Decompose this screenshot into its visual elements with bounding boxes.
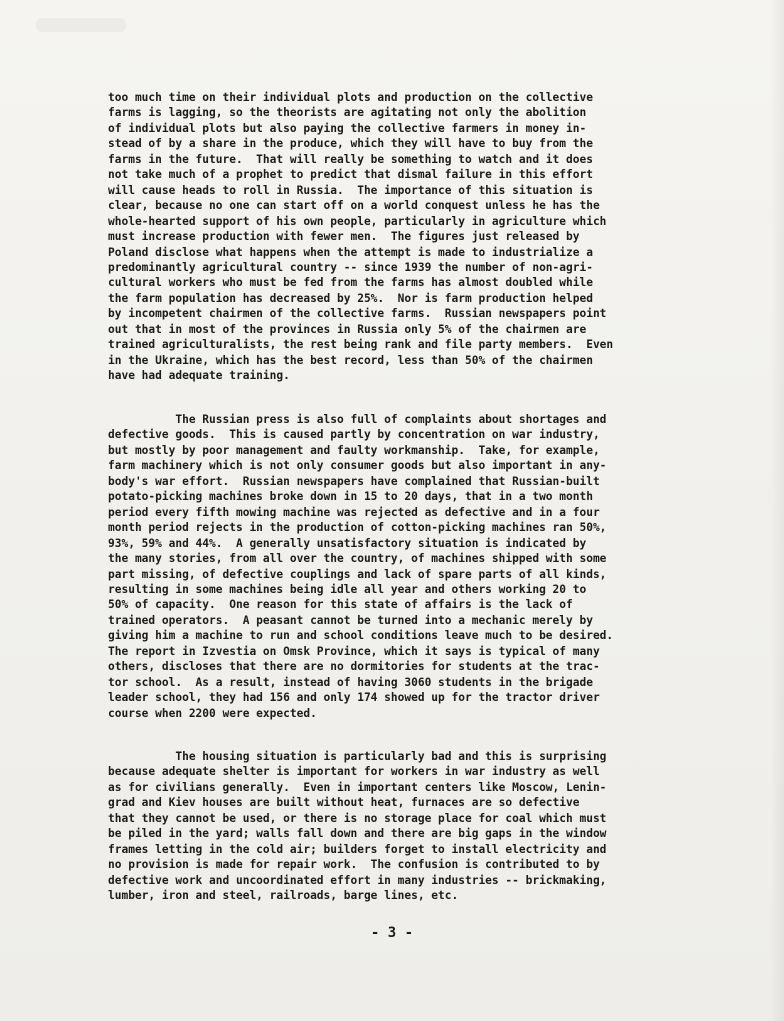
text-line: giving him a machine to run and school conditions leave much to be desired. <box>108 629 614 643</box>
text-line: The Russian press is also full of complaints about shortages and <box>108 413 607 426</box>
text-line: farms in the future. That will really be something to watch and it does <box>108 152 593 166</box>
text-line: too much time on their individual plots and production on the collective <box>108 91 593 104</box>
text-line: out that in most of the provinces in Russia only 5% of the chairmen are <box>108 322 587 336</box>
text-line: have had adequate training. <box>108 369 290 383</box>
text-line: trained operators. A peasant cannot be turned into a mechanic merely by <box>108 613 593 627</box>
text-line: defective work and uncoordinated effort in many industries -- brickmaking, <box>108 873 607 887</box>
paragraph-1 <box>108 90 692 384</box>
text-line: as for civilians generally. Even in important centers like Moscow, Lenin- <box>108 780 607 794</box>
text-line: not take much of a prophet to predict that dismal failure in this effort <box>108 168 593 182</box>
text-line: no provision is made for repair work. The confusion is contributed to by <box>108 858 600 872</box>
text-line: but mostly by poor management and faulty workmanship. Take, for example, <box>108 443 600 457</box>
text-line: frames letting in the cold air; builders forget to install electricity and <box>108 842 607 856</box>
text-line: course when 2200 were expected. <box>108 706 317 720</box>
text-line: must increase production with fewer men. The figures just released by <box>108 230 580 244</box>
text-line: farms is lagging, so the theorists are agitating not only the abolition <box>108 106 587 120</box>
text-line: The housing situation is particularly bad and this is surprising <box>108 750 607 763</box>
text-line: stead of by a share in the produce, which they will have to buy from the <box>108 137 593 151</box>
text-line: cultural workers who must be fed from the farms has almost doubled while <box>108 276 593 290</box>
text-line: of individual plots but also paying the collective farmers in money in- <box>108 121 587 135</box>
text-line: lumber, iron and steel, railroads, barge lines, etc. <box>108 889 459 903</box>
text-line: in the Ukraine, which has the best record, less than 50% of the chairmen <box>108 353 593 367</box>
text-line: Poland disclose what happens when the attempt is made to industrialize a <box>108 245 593 259</box>
text-line: potato-picking machines broke down in 15 to 20 days, that in a two month <box>108 490 593 504</box>
text-line: 50% of capacity. One reason for this state of affairs is the lack of <box>108 598 573 612</box>
text-line: clear, because no one can start off on a world conquest unless he has the <box>108 199 600 213</box>
text-line: the farm population has decreased by 25%. Nor is farm production helped <box>108 291 593 305</box>
text-line: will cause heads to roll in Russia. The importance of this situation is <box>108 183 593 197</box>
text-line: part missing, of defective couplings and lack of spare parts of all kinds, <box>108 567 607 581</box>
text-line: others, discloses that there are no dormitories for students at the trac- <box>108 660 600 674</box>
text-line: trained agriculturalists, the rest being rank and file party members. Even <box>108 338 614 352</box>
text-line: be piled in the yard; walls fall down and there are big gaps in the window <box>108 827 607 841</box>
text-line: resulting in some machines being idle all year and others working 20 to <box>108 582 587 596</box>
text-line: tor school. As a result, instead of having 3060 students in the brigade <box>108 675 593 689</box>
text-line: farm machinery which is not only consumer goods but also important in any- <box>108 459 607 473</box>
text-line: leader school, they had 156 and only 174 showed up for the tractor driver <box>108 691 600 705</box>
text-line: month period rejects in the production of cotton-picking machines ran 50%, <box>108 521 607 535</box>
text-line: the many stories, from all over the country, of machines shipped with some <box>108 552 607 566</box>
text-line: that they cannot be used, or there is no storage place for coal which must <box>108 811 607 825</box>
paragraph-2 <box>108 412 692 721</box>
text-line: whole-hearted support of his own people, particularly in agriculture which <box>108 214 607 228</box>
page-edge-shadow <box>770 0 784 1021</box>
text-line: period every fifth mowing machine was rejected as defective and in a four <box>108 505 600 519</box>
text-line: 93%, 59% and 44%. A generally unsatisfactory situation is indicated by <box>108 536 587 550</box>
text-line: body's war effort. Russian newspapers have complained that Russian-built <box>108 474 600 488</box>
text-line: because adequate shelter is important for workers in war industry as well <box>108 765 600 779</box>
paragraph-3 <box>108 749 692 904</box>
text-line: defective goods. This is caused partly by concentration on war industry, <box>108 428 600 442</box>
text-line: by incompetent chairmen of the collective farms. Russian newspapers point <box>108 307 607 321</box>
text-line: predominantly agricultural country -- since 1939 the number of non-agri- <box>108 260 593 274</box>
page-number: - 3 - <box>370 925 414 941</box>
text-line: grad and Kiev houses are built without heat, furnaces are so defective <box>108 796 580 810</box>
text-line: The report in Izvestia on Omsk Province, which it says is typical of many <box>108 644 600 658</box>
faint-top-mark <box>36 18 126 32</box>
